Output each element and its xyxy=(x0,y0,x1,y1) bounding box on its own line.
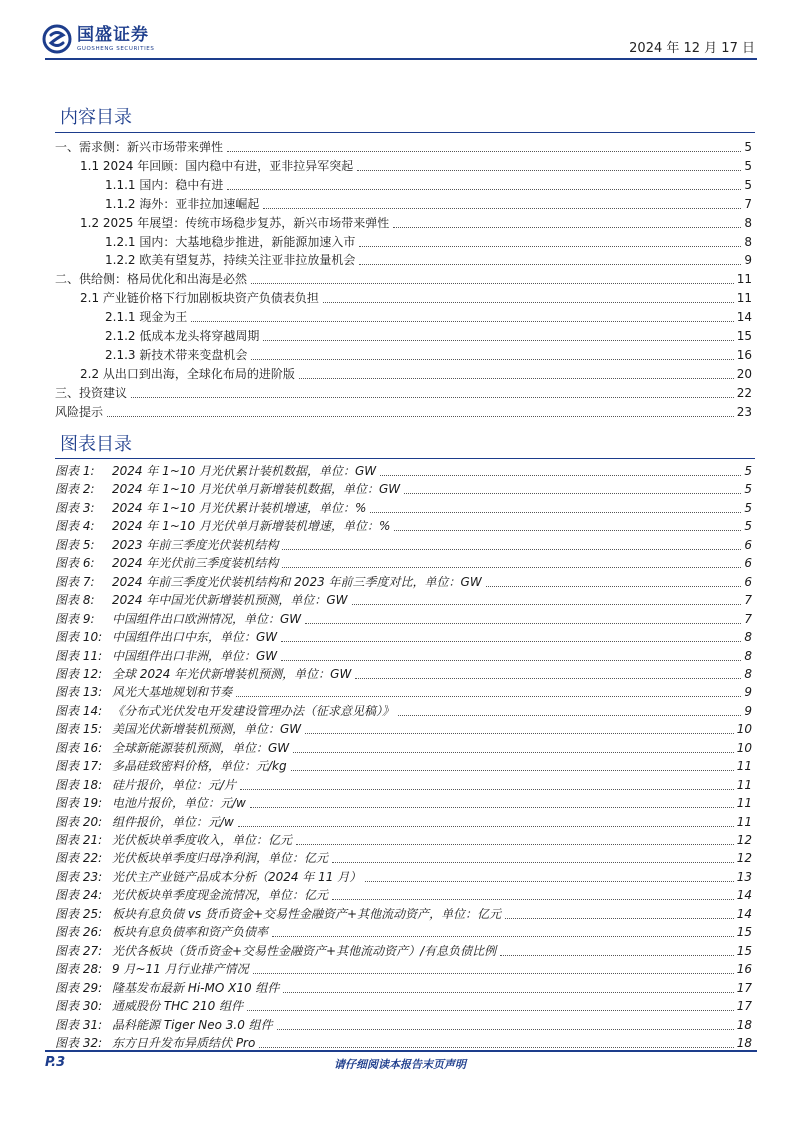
figure-entry[interactable] xyxy=(55,848,752,866)
page-number: P.3 xyxy=(45,1055,66,1070)
toc-leader-dots xyxy=(251,359,733,360)
figure-label: 图表 9: xyxy=(55,611,95,626)
header-divider xyxy=(45,58,757,60)
figure-label: 图表 20: xyxy=(55,814,103,829)
figure-label: 图表 22: xyxy=(55,851,103,866)
toc-entry-page: 8 xyxy=(744,234,752,249)
figure-entry[interactable] xyxy=(55,498,752,516)
figure-leader-dots xyxy=(296,844,734,845)
figure-page: 12 xyxy=(736,851,752,866)
figure-page: 5 xyxy=(744,482,752,497)
figure-label: 图表 3: xyxy=(55,500,95,515)
figure-title: 板块有息负债率和资产负债率 xyxy=(112,925,269,940)
figure-label: 图表 27: xyxy=(55,943,103,958)
toc-entry-title: 2.2 从出口到出海，全球化布局的进阶版 xyxy=(80,366,295,381)
toc-entry-page: 5 xyxy=(744,140,752,154)
company-logo xyxy=(42,22,172,56)
figure-page: 6 xyxy=(744,556,752,571)
toc-entry[interactable] xyxy=(55,402,752,420)
figure-title: 2024 年光伏前三季度装机结构 xyxy=(112,556,279,571)
figure-label: 图表 6: xyxy=(55,556,95,571)
figure-page: 10 xyxy=(736,740,752,755)
figure-label: 图表 12: xyxy=(55,666,103,681)
figure-entry[interactable] xyxy=(55,793,752,811)
figure-title: 板块有息负债 vs 货币资金+交易性金融资产+其他流动资产，单位：亿元 xyxy=(112,906,502,921)
figure-leader-dots xyxy=(305,733,734,734)
figure-entry[interactable] xyxy=(55,516,752,534)
figure-title: 2024 年 1~10 月光伏累计装机增速，单位：% xyxy=(112,500,367,515)
toc-entry[interactable] xyxy=(80,364,752,382)
figure-leader-dots xyxy=(250,807,734,808)
figure-leader-dots xyxy=(236,696,741,697)
figure-title: 光伏各板块（货币资金+交易性金融资产+其他流动资产）/有息负债比例 xyxy=(112,943,497,958)
figure-label: 图表 14: xyxy=(55,703,103,718)
figure-entry[interactable] xyxy=(55,830,752,848)
figure-leader-dots xyxy=(352,604,742,605)
figure-title: 东方日升发布异质结伏 Pro xyxy=(112,1035,256,1050)
toc-entry-page: 23 xyxy=(736,404,752,419)
figure-title: 2024 年前三季度光伏装机结构和 2023 年前三季度对比，单位：GW xyxy=(112,574,482,589)
figure-leader-dots xyxy=(238,826,734,827)
figure-leader-dots xyxy=(272,936,734,937)
figure-leader-dots xyxy=(283,992,733,993)
figure-page: 9 xyxy=(744,685,752,700)
figure-label: 图表 2: xyxy=(55,482,95,497)
figure-label: 图表 19: xyxy=(55,796,103,811)
figure-page: 15 xyxy=(736,943,752,958)
figure-leader-dots xyxy=(277,1029,734,1030)
toc-leader-dots xyxy=(227,189,741,190)
figure-page: 17 xyxy=(736,999,752,1014)
toc-entry[interactable] xyxy=(105,345,752,363)
figure-label: 图表 15: xyxy=(55,722,103,737)
figure-entry[interactable] xyxy=(55,664,752,682)
figure-page: 12 xyxy=(736,833,752,847)
figure-title: 中国组件出口欧洲情况，单位：GW xyxy=(112,611,302,626)
figure-leader-dots xyxy=(259,1047,733,1048)
figure-title: 《分布式光伏发电开发建设管理办法（征求意见稿）》 xyxy=(112,703,395,718)
figure-title: 电池片报价，单位：元/w xyxy=(112,796,246,811)
figure-leader-dots xyxy=(394,530,741,531)
figure-leader-dots xyxy=(370,512,741,513)
figure-leader-dots xyxy=(486,586,742,587)
toc-entry-title: 二、供给侧：格局优化和出海是必然 xyxy=(55,272,248,287)
figure-entry[interactable] xyxy=(55,553,752,571)
toc-entry-page: 15 xyxy=(736,329,752,343)
figure-page: 11 xyxy=(736,814,752,829)
toc-entry[interactable] xyxy=(105,175,752,193)
toc-entry[interactable] xyxy=(105,232,752,250)
figure-leader-dots xyxy=(365,881,733,882)
toc-leader-dots xyxy=(227,151,741,152)
figure-entry[interactable] xyxy=(55,885,752,903)
toc-leader-dots xyxy=(359,264,741,265)
figure-label: 图表 4: xyxy=(55,519,95,534)
figure-entry[interactable] xyxy=(55,535,752,553)
figure-page: 7 xyxy=(744,593,752,608)
toc-leader-dots xyxy=(323,302,734,303)
toc-entry-title: 2.1.3 新技术带来变盘机会 xyxy=(105,347,248,362)
toc-entry-title: 2.1.2 低成本龙头将穿越周期 xyxy=(105,329,260,343)
figure-leader-dots xyxy=(380,475,741,476)
toc-entry[interactable] xyxy=(80,156,752,174)
toc-entry-page: 9 xyxy=(744,253,752,268)
footer-disclaimer: 请仔细阅读本报告末页声明 xyxy=(334,1058,466,1071)
figure-title: 光伏板块单季度收入，单位：亿元 xyxy=(112,833,293,847)
toc-entry-page: 14 xyxy=(736,310,752,325)
figure-page: 5 xyxy=(744,464,752,478)
figure-label: 图表 8: xyxy=(55,593,95,608)
toc-entry-title: 2.1.1 现金为王 xyxy=(105,310,188,325)
toc-leader-dots xyxy=(393,227,741,228)
contents-title: 内容目录 xyxy=(60,107,132,128)
figure-title: 隆基发布最新 Hi-MO X10 组件 xyxy=(112,980,280,995)
figure-leader-dots xyxy=(240,789,734,790)
toc-entry[interactable] xyxy=(105,250,752,268)
toc-leader-dots xyxy=(357,170,741,171)
toc-entry[interactable] xyxy=(55,269,752,287)
figure-entry[interactable] xyxy=(55,627,752,645)
toc-leader-dots xyxy=(263,340,733,341)
figure-label: 图表 25: xyxy=(55,906,103,921)
figure-entry[interactable] xyxy=(55,922,752,940)
figure-page: 6 xyxy=(744,574,752,589)
toc-entry-title: 1.1.2 海外：亚非拉加速崛起 xyxy=(105,196,260,211)
toc-entry[interactable] xyxy=(105,326,752,344)
toc-entry-page: 5 xyxy=(744,177,752,192)
toc-entry[interactable] xyxy=(105,194,752,212)
figure-page: 18 xyxy=(736,1017,752,1032)
figure-entry[interactable] xyxy=(55,590,752,608)
figure-label: 图表 21: xyxy=(55,833,103,847)
figure-page: 16 xyxy=(736,962,752,977)
page-header xyxy=(0,0,800,60)
toc-leader-dots xyxy=(359,246,741,247)
footer-divider xyxy=(45,1050,757,1052)
toc-leader-dots xyxy=(251,283,734,284)
figure-entry[interactable] xyxy=(55,479,752,497)
figure-title: 通威股份 THC 210 组件 xyxy=(112,999,244,1014)
figure-leader-dots xyxy=(247,1010,734,1011)
figure-leader-dots xyxy=(505,918,734,919)
figure-leader-dots xyxy=(332,862,734,863)
figure-entry[interactable] xyxy=(55,609,752,627)
toc-entry-title: 1.1.1 国内：稳中有进 xyxy=(105,177,224,192)
figure-title: 风光大基地规划和节奏 xyxy=(112,685,233,700)
figure-label: 图表 18: xyxy=(55,777,103,792)
toc-leader-dots xyxy=(107,416,734,417)
figure-leader-dots xyxy=(500,955,734,956)
figure-leader-dots xyxy=(404,493,741,494)
toc-entry[interactable] xyxy=(80,288,752,306)
toc-entry-page: 16 xyxy=(736,347,752,362)
figure-leader-dots xyxy=(282,567,741,568)
figure-entry[interactable] xyxy=(55,738,752,756)
figure-leader-dots xyxy=(253,973,734,974)
figure-title: 硅片报价，单位：元/片 xyxy=(112,777,237,792)
figure-page: 11 xyxy=(736,759,752,774)
figure-title: 美国光伏新增装机预测，单位：GW xyxy=(112,722,302,737)
figure-page: 8 xyxy=(744,648,752,663)
toc-entry-page: 22 xyxy=(736,385,752,400)
toc-entry-title: 一、需求侧：新兴市场带来弹性 xyxy=(55,140,224,154)
toc-entry-page: 11 xyxy=(736,272,752,287)
figure-label: 图表 30: xyxy=(55,999,103,1014)
toc-entry-title: 1.1 2024 年回顾：国内稳中有进，亚非拉异军突起 xyxy=(80,158,354,173)
figure-entry[interactable] xyxy=(55,1015,752,1033)
figure-title: 组件报价，单位：元/w xyxy=(112,814,234,829)
figure-entry[interactable] xyxy=(55,867,752,885)
toc-leader-dots xyxy=(263,208,741,209)
figure-page: 15 xyxy=(736,925,752,940)
figure-title: 2023 年前三季度光伏装机结构 xyxy=(112,537,279,552)
figure-label: 图表 7: xyxy=(55,574,95,589)
figure-entry[interactable] xyxy=(55,646,752,664)
figure-title: 多晶硅致密料价格，单位：元/kg xyxy=(112,759,287,774)
toc-entry-page: 8 xyxy=(744,215,752,230)
figure-label: 图表 23: xyxy=(55,869,103,884)
figure-entry[interactable] xyxy=(55,978,752,996)
figure-page: 18 xyxy=(736,1035,752,1050)
toc-entry[interactable] xyxy=(80,213,752,231)
figure-entry[interactable] xyxy=(55,682,752,700)
figure-leader-dots xyxy=(355,678,741,679)
figure-label: 图表 17: xyxy=(55,759,103,774)
figure-label: 图表 24: xyxy=(55,888,103,903)
figure-entry[interactable] xyxy=(55,812,752,830)
figure-label: 图表 5: xyxy=(55,537,95,552)
figure-leader-dots xyxy=(281,641,741,642)
figure-title: 2024 年中国光伏新增装机预测，单位：GW xyxy=(112,593,348,608)
company-name-cn: 国盛证券 xyxy=(77,24,149,45)
figure-entry[interactable] xyxy=(55,941,752,959)
figure-title: 2024 年 1~10 月光伏单月新增装机数据，单位：GW xyxy=(112,482,401,497)
figure-page: 17 xyxy=(736,980,752,995)
figure-page: 10 xyxy=(736,722,752,737)
figure-page: 9 xyxy=(744,703,752,718)
figure-label: 图表 13: xyxy=(55,685,103,700)
figure-page: 8 xyxy=(744,666,752,681)
figure-page: 7 xyxy=(744,611,752,626)
figure-label: 图表 32: xyxy=(55,1035,103,1050)
figure-title: 全球新能源装机预测，单位：GW xyxy=(112,740,290,755)
figure-title: 光伏板块单季度归母净利润，单位：亿元 xyxy=(112,851,329,866)
toc-entry-page: 7 xyxy=(744,196,752,211)
logo-icon xyxy=(42,24,72,54)
figure-page: 14 xyxy=(736,888,752,903)
figure-page: 11 xyxy=(736,777,752,792)
figure-entry[interactable] xyxy=(55,959,752,977)
figure-title: 光伏板块单季度现金流情况，单位：亿元 xyxy=(112,888,329,903)
toc-entry-page: 5 xyxy=(744,158,752,173)
figure-page: 14 xyxy=(736,906,752,921)
toc-entry[interactable] xyxy=(105,307,752,325)
toc-entry[interactable] xyxy=(55,137,752,155)
figure-label: 图表 31: xyxy=(55,1017,103,1032)
figure-title: 光伏主产业链产品成本分析（2024 年 11 月） xyxy=(112,869,362,884)
figure-entry[interactable] xyxy=(55,719,752,737)
toc-entry-title: 1.2.1 国内：大基地稳步推进，新能源加速入市 xyxy=(105,234,356,249)
figure-title: 中国组件出口非洲，单位：GW xyxy=(112,648,278,663)
figure-label: 图表 28: xyxy=(55,962,103,977)
figure-entry[interactable] xyxy=(55,572,752,590)
figure-title: 中国组件出口中东，单位：GW xyxy=(112,630,278,645)
report-date: 2024 年 12 月 17 日 xyxy=(629,41,755,56)
toc-leader-dots xyxy=(299,378,734,379)
figure-leader-dots xyxy=(282,549,741,550)
toc-entry-title: 1.2.2 欧美有望复苏，持续关注亚非拉放量机会 xyxy=(105,253,356,268)
figure-page: 13 xyxy=(736,869,752,884)
figure-page: 5 xyxy=(744,500,752,515)
toc-entry-page: 11 xyxy=(736,291,752,306)
figure-page: 5 xyxy=(744,519,752,534)
figure-label: 图表 11: xyxy=(55,648,103,663)
figure-leader-dots xyxy=(281,660,741,661)
toc-entry-title: 1.2 2025 年展望：传统市场稳步复苏，新兴市场带来弹性 xyxy=(80,215,390,230)
contents-title-rule xyxy=(55,132,755,133)
toc-entry-page: 20 xyxy=(736,366,752,381)
figure-page: 6 xyxy=(744,537,752,552)
figure-leader-dots xyxy=(398,715,741,716)
figure-label: 图表 1: xyxy=(55,464,95,478)
figure-entry[interactable] xyxy=(55,461,752,479)
figure-leader-dots xyxy=(291,770,734,771)
toc-entry-title: 2.1 产业链价格下行加剧板块资产负债表负担 xyxy=(80,291,319,306)
figure-title: 2024 年 1~10 月光伏累计装机数据，单位：GW xyxy=(112,464,377,478)
figures-title-rule xyxy=(55,458,755,459)
figure-leader-dots xyxy=(293,752,734,753)
toc-entry[interactable] xyxy=(55,383,752,401)
figure-label: 图表 26: xyxy=(55,925,103,940)
figure-title: 全球 2024 年光伏新增装机预测，单位：GW xyxy=(112,666,352,681)
figure-entry[interactable] xyxy=(55,1033,752,1051)
figure-page: 8 xyxy=(744,630,752,645)
toc-leader-dots xyxy=(191,321,733,322)
figure-leader-dots xyxy=(332,899,734,900)
figure-title: 晶科能源 Tiger Neo 3.0 组件 xyxy=(112,1017,273,1032)
figure-title: 9 月~11 月行业排产情况 xyxy=(112,962,249,977)
figure-entry[interactable] xyxy=(55,775,752,793)
figure-page: 11 xyxy=(736,796,752,811)
figure-leader-dots xyxy=(305,623,741,624)
figure-entry[interactable] xyxy=(55,996,752,1014)
figure-title: 2024 年 1~10 月光伏单月新增装机增速，单位：% xyxy=(112,519,391,534)
toc-entry-title: 三、投资建议 xyxy=(55,385,128,400)
figure-label: 图表 16: xyxy=(55,740,103,755)
toc-entry-title: 风险提示 xyxy=(55,404,104,419)
figure-label: 图表 10: xyxy=(55,630,103,645)
figure-entry[interactable] xyxy=(55,701,752,719)
figure-label: 图表 29: xyxy=(55,980,103,995)
company-name-en: GUOSHENG SECURITIES xyxy=(77,45,155,52)
figure-entry[interactable] xyxy=(55,904,752,922)
figure-entry[interactable] xyxy=(55,756,752,774)
figures-title: 图表目录 xyxy=(60,434,132,455)
toc-leader-dots xyxy=(131,397,734,398)
